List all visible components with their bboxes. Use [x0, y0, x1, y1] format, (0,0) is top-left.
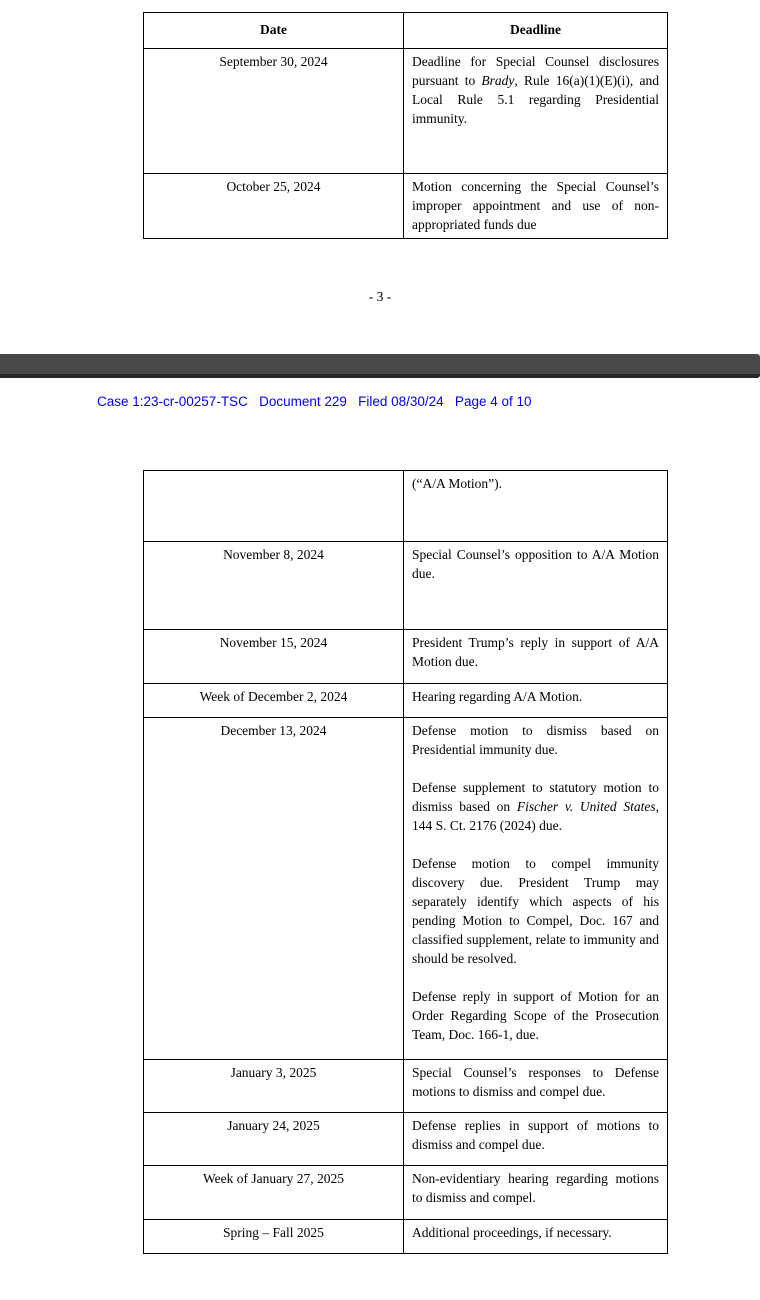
table-row: [144, 541, 667, 629]
date-cell: Week of December 2, 2024: [199, 689, 348, 704]
table-row: [144, 173, 667, 238]
schedule-table-page4: [143, 470, 668, 1254]
schedule-table-page3: [143, 12, 668, 239]
date-cell: December 13, 2024: [220, 723, 327, 738]
deadline-cell: (“A/A Motion”).: [403, 471, 667, 541]
date-cell: November 15, 2024: [219, 635, 328, 650]
table-row: [144, 1165, 667, 1219]
table-header-row: [144, 13, 667, 48]
table-row: [144, 629, 667, 683]
table-row: [144, 48, 667, 173]
pdf-page-4: [0, 378, 760, 1300]
deadline-cell: President Trump’s reply in support of A/A Motion due.: [403, 630, 667, 683]
deadline-cell: Defense motion to dismiss based on Presidential immunity due. Defense supplement to statutory motion to dismiss based on Fischer v. United States, 144 S. Ct. 2176 (2024) due. Defense motion to compel immunity discovery due. President Trump may separately identify which aspects of his pending Motion to Compel, Doc. 167 and classified supplement, relate to immunity and should be resolved. Defense reply in support of Motion for an Order Regarding Scope of the Prosecution Team, Doc. 166-1, due.: [403, 718, 667, 1059]
table-row: [144, 1219, 667, 1253]
date-cell: January 24, 2025: [227, 1118, 320, 1133]
date-cell: November 8, 2024: [223, 547, 324, 562]
date-cell: Week of January 27, 2025: [203, 1171, 344, 1186]
page-separator-bar: [0, 354, 760, 378]
deadline-cell: Hearing regarding A/A Motion.: [403, 684, 667, 717]
deadline-cell: Special Counsel’s responses to Defense motions to dismiss and compel due.: [403, 1060, 667, 1112]
table-row: [144, 1059, 667, 1112]
date-cell: Spring – Fall 2025: [223, 1225, 324, 1240]
deadline-cell: Additional proceedings, if necessary.: [403, 1220, 667, 1253]
table-row: [144, 471, 667, 541]
deadline-cell: Motion concerning the Special Counsel’s improper appointment and use of non-appropriated funds due: [403, 174, 667, 238]
date-cell: October 25, 2024: [226, 179, 321, 194]
pdf-page-3: [0, 12, 760, 354]
page-number: - 3 -: [368, 289, 392, 304]
case-stamp: Case 1:23-cr-00257-TSC Document 229 Filed 08/30/24 Page 4 of 10: [97, 394, 532, 409]
table-row: [144, 717, 667, 1059]
date-column-header: Date: [260, 22, 287, 37]
table-row: [144, 1112, 667, 1165]
deadline-cell: Special Counsel’s opposition to A/A Motion due.: [403, 542, 667, 629]
table-row: [144, 683, 667, 717]
deadline-cell: Deadline for Special Counsel disclosures pursuant to Brady, Rule 16(a)(1)(E)(i), and Local Rule 5.1 regarding Presidential immunity.: [403, 49, 667, 173]
deadline-column-header: Deadline: [403, 13, 667, 48]
date-cell: January 3, 2025: [230, 1065, 317, 1080]
deadline-cell: Non-evidentiary hearing regarding motions to dismiss and compel.: [403, 1166, 667, 1219]
deadline-cell: Defense replies in support of motions to dismiss and compel due.: [403, 1113, 667, 1165]
date-cell: [144, 471, 403, 541]
date-cell: September 30, 2024: [219, 54, 328, 69]
